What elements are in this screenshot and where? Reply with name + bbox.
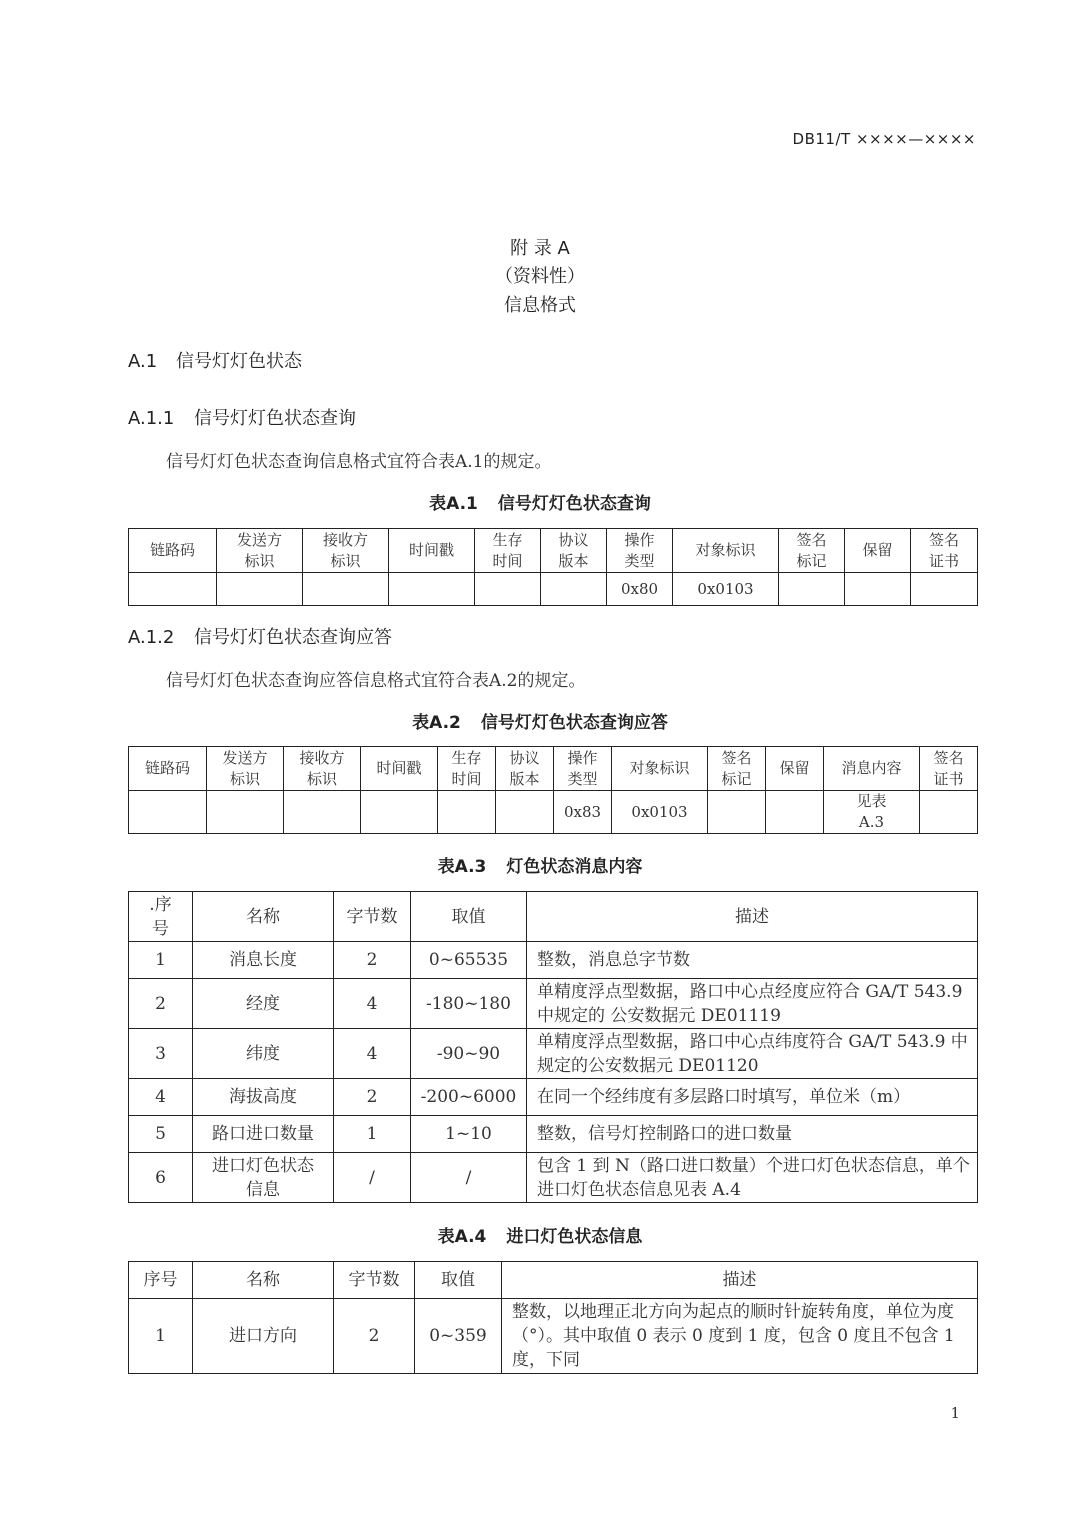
table-cell: 接收方 标识 <box>303 529 389 573</box>
table-cell: 0x0103 <box>673 573 779 606</box>
appendix-title: 附 录 A <box>510 238 570 259</box>
section-a1-heading <box>128 347 302 373</box>
table-cell: 协议 版本 <box>496 747 554 791</box>
table2-caption <box>0 708 1080 733</box>
table-cell <box>541 573 607 606</box>
table-cell <box>389 573 475 606</box>
table-cell <box>284 791 361 834</box>
table1 <box>128 528 978 606</box>
table-cell: -200~6000 <box>411 1079 527 1116</box>
table-cell: 对象标识 <box>612 747 708 791</box>
table3-row <box>129 979 978 1029</box>
table-cell: 操作 类型 <box>607 529 673 573</box>
table-cell <box>845 573 911 606</box>
table-cell: 发送方 标识 <box>207 747 284 791</box>
table-cell: 签名 标记 <box>779 529 845 573</box>
caption-number: 表A.3 <box>437 857 487 877</box>
table4 <box>128 1261 978 1374</box>
table-cell: 接收方 标识 <box>284 747 361 791</box>
section-title: 信号灯灯色状态查询应答 <box>194 627 392 648</box>
table-cell: 纬度 <box>193 1029 334 1079</box>
caption-number: 表A.1 <box>429 494 478 514</box>
table3 <box>128 891 978 1203</box>
table-cell <box>303 573 389 606</box>
table-cell: 5 <box>129 1116 193 1153</box>
table-cell <box>217 573 303 606</box>
caption-text: 进口灯色状态信息 <box>506 1227 643 1247</box>
table-cell: 时间戳 <box>361 747 438 791</box>
appendix-subtitle: 信息格式 <box>504 295 576 316</box>
table-cell: 进口方向 <box>193 1299 334 1374</box>
table-cell: 描述 <box>527 892 978 942</box>
table-cell: 整数，信号灯控制路口的进口数量 <box>527 1116 978 1153</box>
table-cell <box>361 791 438 834</box>
section-number: A.1.1 <box>128 408 175 429</box>
caption-number: 表A.2 <box>412 713 461 733</box>
table3-row <box>129 1153 978 1203</box>
table-cell <box>911 573 978 606</box>
table-cell <box>766 791 824 834</box>
table-cell <box>708 791 766 834</box>
section-a11-paragraph: 信号灯灯色状态查询信息格式宜符合表A.1的规定。 <box>166 452 552 472</box>
table-cell: 描述 <box>502 1262 978 1299</box>
table-cell: 单精度浮点型数据，路口中心点经度应符合 GA/T 543.9 中规定的 公安数据元 DE01119 <box>527 979 978 1029</box>
table3-row <box>129 1116 978 1153</box>
table-cell: 4 <box>334 979 411 1029</box>
table-cell: 保留 <box>766 747 824 791</box>
caption-text: 信号灯灯色状态查询 <box>497 494 651 514</box>
section-a12-heading <box>128 623 392 649</box>
table-cell: 整数，以地理正北方向为起点的顺时针旋转角度，单位为度（°）。其中取值 0 表示 0 度到 1 度，包含 0 度且不包含 1 度，下同 <box>502 1299 978 1374</box>
table-cell: 字节数 <box>334 892 411 942</box>
caption-text: 灯色状态消息内容 <box>506 857 643 877</box>
table-cell: 0x80 <box>607 573 673 606</box>
caption-number: 表A.4 <box>437 1227 487 1247</box>
table3-row <box>129 1079 978 1116</box>
table-cell: 海拔高度 <box>193 1079 334 1116</box>
table3-header-row <box>129 892 978 942</box>
table-cell: 名称 <box>193 892 334 942</box>
table-cell <box>920 791 978 834</box>
table-cell: 取值 <box>415 1262 502 1299</box>
table-cell: -180~180 <box>411 979 527 1029</box>
table-cell: 0x0103 <box>612 791 708 834</box>
table-cell: 发送方 标识 <box>217 529 303 573</box>
table3-row <box>129 942 978 979</box>
table-cell: / <box>334 1153 411 1203</box>
table-cell <box>129 791 207 834</box>
table-cell: 1 <box>129 1299 193 1374</box>
table-cell: 消息内容 <box>824 747 920 791</box>
table-cell: 链路码 <box>129 529 217 573</box>
table-cell: 2 <box>334 1299 415 1374</box>
table-cell: 1 <box>334 1116 411 1153</box>
caption-text: 信号灯灯色状态查询应答 <box>480 713 668 733</box>
table-cell: 2 <box>129 979 193 1029</box>
table-cell <box>779 573 845 606</box>
table-cell: 保留 <box>845 529 911 573</box>
table-cell: 签名 证书 <box>911 529 978 573</box>
table1-data-row <box>129 573 978 606</box>
table-cell: 名称 <box>193 1262 334 1299</box>
table-cell: 对象标识 <box>673 529 779 573</box>
document-code: DB11/T ××××—×××× <box>792 130 976 148</box>
table-cell <box>129 573 217 606</box>
table-cell: 0~65535 <box>411 942 527 979</box>
table-cell: 路口进口数量 <box>193 1116 334 1153</box>
table2-data-row <box>129 791 978 834</box>
table-cell: 见表 A.3 <box>824 791 920 834</box>
table-cell: 进口灯色状态 信息 <box>193 1153 334 1203</box>
table-cell <box>438 791 496 834</box>
table-cell: 时间戳 <box>389 529 475 573</box>
table-cell: 4 <box>334 1029 411 1079</box>
table-cell <box>496 791 554 834</box>
section-a11-heading <box>128 404 356 430</box>
section-a12-paragraph: 信号灯灯色状态查询应答信息格式宜符合表A.2的规定。 <box>166 671 586 691</box>
table-cell: 包含 1 到 N（路口进口数量）个进口灯色状态信息，单个进口灯色状态信息见表 A.4 <box>527 1153 978 1203</box>
table-cell: 6 <box>129 1153 193 1203</box>
table-cell: 生存 时间 <box>475 529 541 573</box>
table3-row <box>129 1029 978 1079</box>
section-title: 信号灯灯色状态查询 <box>194 408 356 429</box>
section-number: A.1.2 <box>128 627 175 648</box>
table1-header-row <box>129 529 978 573</box>
table-cell <box>475 573 541 606</box>
table-cell: 1 <box>129 942 193 979</box>
section-title: 信号灯灯色状态 <box>176 351 302 372</box>
table-cell: 2 <box>334 942 411 979</box>
table-cell: 单精度浮点型数据，路口中心点纬度符合 GA/T 543.9 中规定的公安数据元 DE01120 <box>527 1029 978 1079</box>
table3-caption <box>0 852 1080 877</box>
table-cell: 0x83 <box>554 791 612 834</box>
table-cell: 2 <box>334 1079 411 1116</box>
page-number: 1 <box>950 1404 960 1422</box>
table-cell: 签名 标记 <box>708 747 766 791</box>
table-cell: 链路码 <box>129 747 207 791</box>
table-cell: 整数，消息总字节数 <box>527 942 978 979</box>
table4-header-row <box>129 1262 978 1299</box>
appendix-nature: （资料性） <box>495 266 585 287</box>
table1-caption <box>0 489 1080 514</box>
table-cell: 生存 时间 <box>438 747 496 791</box>
table-cell: 协议 版本 <box>541 529 607 573</box>
table-cell: 1~10 <box>411 1116 527 1153</box>
table-cell: 签名 证书 <box>920 747 978 791</box>
table-cell: 3 <box>129 1029 193 1079</box>
table4-caption <box>0 1222 1080 1247</box>
table-cell: / <box>411 1153 527 1203</box>
table-cell: 消息长度 <box>193 942 334 979</box>
table-cell: 0~359 <box>415 1299 502 1374</box>
table-cell: 经度 <box>193 979 334 1029</box>
table-cell: 在同一个经纬度有多层路口时填写，单位米（m） <box>527 1079 978 1116</box>
table-cell: 取值 <box>411 892 527 942</box>
table4-row <box>129 1299 978 1374</box>
table-cell <box>207 791 284 834</box>
table-cell: 操作 类型 <box>554 747 612 791</box>
table-cell: .序 号 <box>129 892 193 942</box>
section-number: A.1 <box>128 351 158 372</box>
table-cell: 序号 <box>129 1262 193 1299</box>
table-cell: 4 <box>129 1079 193 1116</box>
table2-header-row <box>129 747 978 791</box>
table-cell: -90~90 <box>411 1029 527 1079</box>
table-cell: 字节数 <box>334 1262 415 1299</box>
table2 <box>128 746 978 834</box>
